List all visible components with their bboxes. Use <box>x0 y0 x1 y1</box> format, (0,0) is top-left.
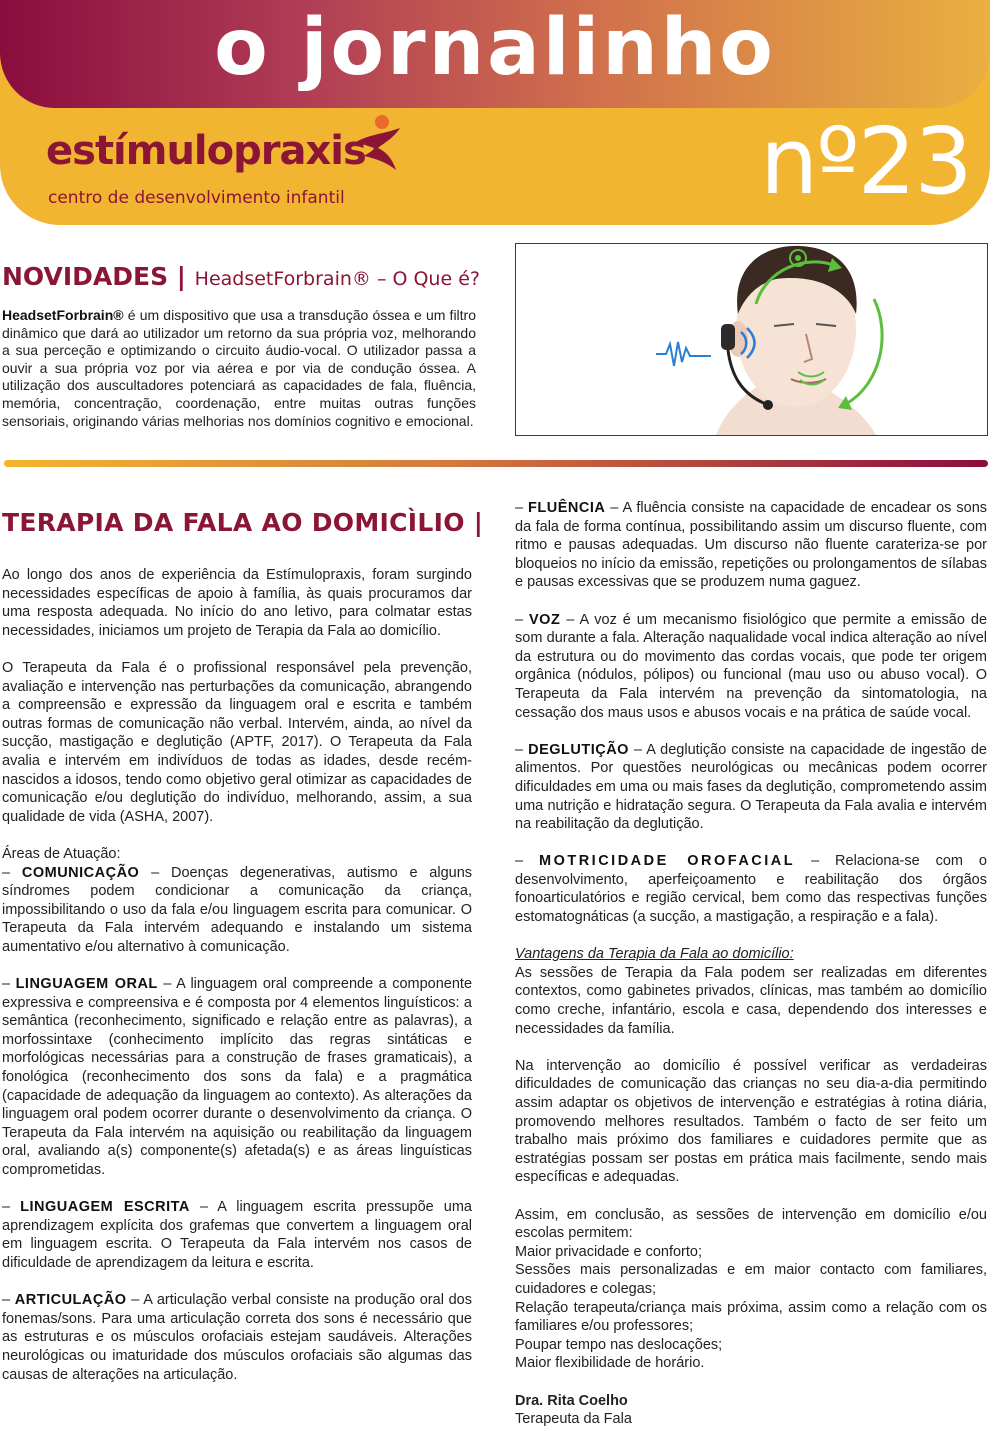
area-text: – A articulação verbal consiste na produção oral dos fonemas/sons. Para uma articulação correta dos sons é necessário que as estruturas e os músculos orofaciais estejam saudáveis. Alterações neurológicas ou imaturidade dos músculos orofaciais são algumas das causas de alterações na articulação. <box>2 1292 472 1383</box>
area-degluticao: – DEGLUTIÇÃO – A deglutição consiste na capacidade de ingestão de alimentos. Por questões neurológicas ou mecânicas podem ocorrer dificuldades em uma ou mais fases da deglutição, comprometendo assim uma nutrição e hidratação segura. O Terapeuta da Fala avalia e intervém na reabilitação da deglutição. <box>515 741 987 833</box>
area-term: VOZ <box>529 611 561 628</box>
benefit-item: Relação terapeuta/criança mais próxima, assim como a relação com os familiares e/ou professores; <box>515 1299 987 1335</box>
area-text: – A linguagem oral compreende a componente expressiva e compreensiva e é composta por 4 elementos linguísticos: a semântica (reconhecimento, significado e relação entre as palavras), a morfossintaxe (conhecimento implícito das regras sintáticas e morfológicas necessárias para a construção de frases gramaticais), a fonológica (reconhecimento dos sons da fala) e a pragmática (capacidade de adequação da linguagem ao contexto). As alterações da linguagem oral podem ocorrer durante o desenvolvimento da criança. O Terapeuta da Fala intervém na aquisição ou reabilitação da linguagem oral, avaliando a(s) componente(s) afetada(s) e as áreas linguísticas comprometidas. <box>2 976 473 1178</box>
area-voz: – VOZ – A voz é um mecanismo fisiológico que permite a emissão de som durante a fala. Alteração naqualidade vocal indica alteração ao nível da estrutura ou do movimento das cordas vocais, que pode ter origem orgânica (nódulos, pólipos) ou funcional (mau uso ou abuso vocal). O Terapeuta da Fala intervém na prevenção da sintomatologia, na cessação dos maus usos e abusos vocais e na prática de saúde vocal. <box>515 611 988 721</box>
author-name: Dra. Rita Coelho <box>515 1392 628 1409</box>
area-text: – A voz é um mecanismo fisiológico que permite a emissão de som durante a fala. Alteração naqualidade vocal indica alteração ao nível da estrutura ou do movimento das cordas vocais, que pode ter origem orgânica (nódulos, pólipos) ou funcional (mau uso ou abuso vocal). O Terapeuta da Fala intervém na prevenção da sintomatologia, na cessação dos maus usos e abusos vocais e na prática de saúde vocal. <box>515 611 988 721</box>
vantagens-paragraph: As sessões de Terapia da Fala podem ser realizadas em diferentes contextos, como gabinetes privados, clínicas, mas também ao domicílio como creche, infantário, escola e casa, dependendo dos interesses e necessidades da família. <box>515 964 987 1037</box>
issue-number: nº23 <box>760 108 971 215</box>
area-text: – Doenças degenerativas, autismo e alguns síndromes podem condicionar a comunicação da criança, impossibilitando o uso da fala e/ou linguagem escrita para comunicar. O Terapeuta da Fala intervém adequando e instalando um sistema aumentativo e/ou alternativo à comunicação. <box>2 864 473 955</box>
area-term: FLUÊNCIA <box>528 500 606 516</box>
areas-label: Áreas de Atuação: <box>2 845 121 862</box>
area-fluencia: – FLUÊNCIA – A fluência consiste na capacidade de encadear os sons da fala de forma contínua, possibilitando assim um discurso fluente, com ritmo e pausas adequadas. Um discurso não fluente carateriza-se por bloqueios no início da emissão, repetições ou prolongamentos de sílabas e pausas excessivas que se produzem numa gaguez. <box>515 500 988 591</box>
area-text: – A fluência consiste na capacidade de encadear os sons da fala de forma contínua, possibilitando assim um discurso fluente, com ritmo e pausas adequadas. Um discurso não fluente carateriza-se por bloqueios no início da emissão, repetições ou prolongamentos de sílabas e pausas excessivas que se produzem numa gaguez. <box>515 500 988 591</box>
benefit-item: Maior flexibilidade de horário. <box>515 1355 705 1372</box>
area-articulacao: – ARTICULAÇÃO – A articulação verbal consiste na produção oral dos fonemas/sons. Para uma articulação correta dos sons é necessário que as estruturas e os músculos orofaciais estejam saudáveis. Alterações neurológicas ou imaturidade dos músculos orofaciais são algumas das causas de alterações na articulação. <box>2 1292 472 1383</box>
area-term: ARTICULAÇÃO <box>14 1292 127 1309</box>
benefit-item: Sessões mais personalizadas e em maior contacto com familiares, cuidadores e colegas; <box>515 1262 987 1297</box>
novidades-paragraph <box>2 307 476 430</box>
vantagens-paragraph: Na intervenção ao domicílio é possível verificar as verdadeiras dificuldades de comunicação das crianças no seu dia-a-dia permitindo assim adaptar os objetivos de intervenção e estratégias à rotina diária, promovendo melhores resultados. Também o facto de ser feito um trabalho mais próximo dos familiares e cuidadores permite que as estratégias possam ser postas em prática mais facilmente, sendo mais específicas e adequadas. <box>515 1057 987 1186</box>
area-term: COMUNICAÇÃO <box>21 864 140 881</box>
brand-tagline: centro de desenvolvimento infantil <box>48 188 345 208</box>
article-paragraph: O Terapeuta da Fala é o profissional responsável pela prevenção, avaliação e intervenção nas perturbações da comunicação, abrangendo a compreensão e expressão da linguagem oral e escrita e também outras formas de comunicação não verbal. Intervém, ainda, ao nível da sucção, mastigação e deglutição (APTF, 2017). O Terapeuta da Fala avalia e intervém em indivíduos de todas as idades, desde recém-nascidos a idosos, tendo como objetivo geral otimizar as capacidades de comunicação e/ou deglutição do indivíduo, melhorando, assim, a sua qualidade de vida (ASHA, 2007). <box>2 659 472 825</box>
novidades-lead: HeadsetForbrain® <box>2 307 124 323</box>
area-term: MOTRICIDADE OROFACIAL <box>539 853 796 870</box>
novidades-subtitle: HeadsetForbrain® – O Que é? <box>194 268 480 290</box>
article-intro: Ao longo dos anos de experiência da Estímulopraxis, foram surgindo necessidades específicas de apoio à família, às quais procuramos dar uma resposta adequada. No início do ano letivo, para colmatar estas necessidades, iniciamos um projeto de Terapia da Fala ao domicílio. <box>2 567 472 639</box>
area-text: – A deglutição consiste na capacidade de ingestão de alimentos. Por questões neurológicas ou mecânicas podem ocorrer dificuldades em uma ou mais fases da deglutição, comprometendo assim uma nutrição e hidratação segura. O Terapeuta da Fala avalia e intervém na reabilitação da deglutição. <box>515 741 987 833</box>
benefit-item: Poupar tempo nas deslocações; <box>515 1336 723 1353</box>
headset-photo <box>515 243 988 436</box>
sound-wave-icon <box>656 342 711 366</box>
area-term: DEGLUTIÇÃO <box>528 741 629 758</box>
masthead <box>0 0 990 225</box>
area-text: – A linguagem escrita pressupõe uma aprendizagem explícita dos grafemas que convertem a linguagem oral em linguagem escrita. O Terapeuta da Fala intervém nos casos de dificuldade de aprendizagem da leitura e escrita. <box>2 1199 472 1271</box>
section-divider <box>4 460 988 467</box>
area-linguagem-oral: – LINGUAGEM ORAL – A linguagem oral compreende a componente expressiva e compreensiva e é composta por 4 elementos linguísticos: a semântica (reconhecimento, significado e relação entre as palavras), a morfossintaxe (conhecimento implícito das regras sintáticas e morfológicas necessárias para a construção de frases gramaticais), a fonológica (reconhecimento dos sons da fala) e a pragmática (capacidade de adequação da linguagem ao contexto). As alterações da linguagem oral podem ocorrer durante o desenvolvimento da criança. O Terapeuta da Fala intervém na aquisição ou reabilitação da linguagem oral, avaliando a(s) componente(s) afetada(s) e as áreas linguísticas comprometidas. <box>2 976 473 1178</box>
logo-figure-icon <box>352 112 404 182</box>
conclusion-text: Assim, em conclusão, as sessões de intervenção em domicílio e/ou escolas permitem: <box>515 1206 987 1242</box>
novidades-heading <box>2 262 480 291</box>
area-linguagem-escrita: – LINGUAGEM ESCRITA – A linguagem escrita pressupõe uma aprendizagem explícita dos grafemas que convertem a linguagem oral em linguagem escrita. O Terapeuta da Fala intervém nos casos de dificuldade de aprendizagem da leitura e escrita. <box>2 1199 472 1271</box>
area-motricidade-orofacial: – MOTRICIDADE OROFACIAL – Relaciona-se com o desenvolvimento, aperfeiçoamento e reabilitação dos órgãos fonoarticulatórios e região cervical, bem como das respectivas funções estomatognáticas (a sucção, a mastigação, a respiração e a fala). <box>515 853 988 926</box>
newsletter-title: o jornalinho <box>214 3 776 93</box>
area-text: – Relaciona-se com o desenvolvimento, aperfeiçoamento e reabilitação dos órgãos fonoarticulatórios e região cervical, bem como das respectivas funções estomatognáticas (a sucção, a mastigação, a respiração e a fala). <box>515 853 988 926</box>
area-comunicacao: – COMUNICAÇÃO – Doenças degenerativas, autismo e alguns síndromes podem condicionar a comunicação da criança, impossibilitando o uso da fala e/ou linguagem escrita para comunicar. O Terapeuta da Fala intervém adequando e instalando um sistema aumentativo e/ou alternativo à comunicação. <box>2 864 473 955</box>
area-term: LINGUAGEM ORAL <box>15 976 158 993</box>
novidades-title: NOVIDADES | <box>2 262 186 291</box>
headset-illustration <box>516 244 987 435</box>
benefit-item: Maior privacidade e conforto; <box>515 1243 702 1260</box>
article-title: TERAPIA DA FALA AO DOMICÌLIO | <box>2 508 484 537</box>
article-left-column <box>2 566 472 1403</box>
brand-logo: estímulopraxis <box>46 128 366 174</box>
author-role: Terapeuta da Fala <box>515 1411 632 1428</box>
vantagens-heading: Vantagens da Terapia da Fala ao domicílio: <box>515 946 794 963</box>
area-term: LINGUAGEM ESCRITA <box>20 1199 190 1216</box>
novidades-body: é um dispositivo que usa a transdução óssea e um filtro dinâmico que dará ao utilizador um retorno da sua própria voz, melhorando a sua perceção e optimizando o circuito áudio-vocal. O utilizador passa a ouvir a sua própria voz por via aérea e por via de condução óssea. A utilização dos auscultadores potenciará as capacidades de fala, fluência, memória, concentração, coordenação, entre muitas outras funções sensoriais, originando várias melhorias nos domínios cognitivo e emocional. <box>2 307 476 429</box>
article-right-column <box>515 499 987 1429</box>
